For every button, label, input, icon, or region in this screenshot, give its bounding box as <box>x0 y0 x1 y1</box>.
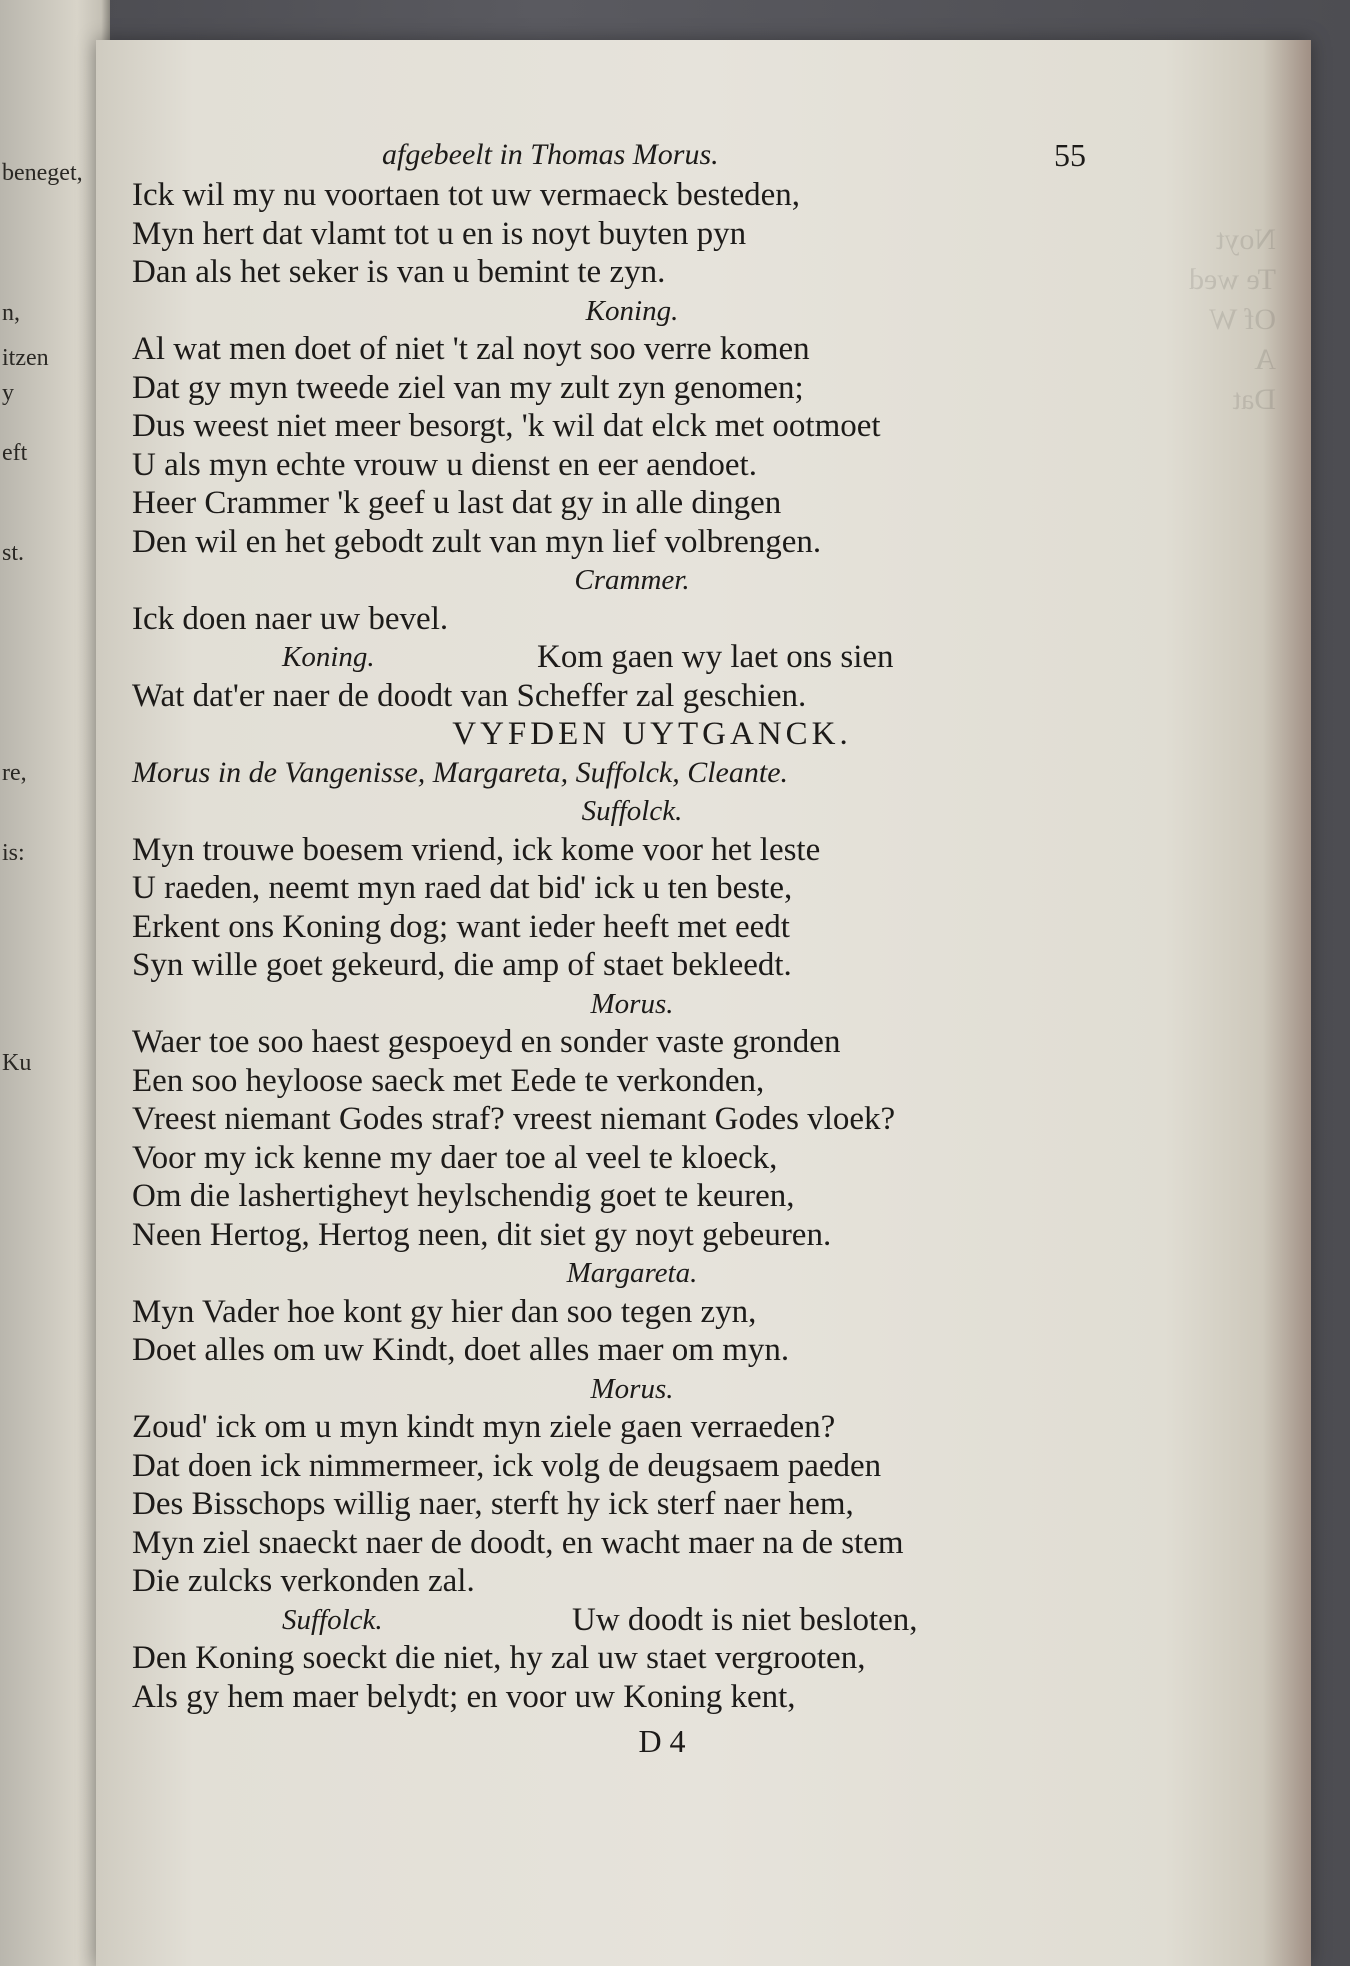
printer-signature: D 4 <box>638 1723 686 1759</box>
verse-line: Myn ziel snaeckt naer de doodt, en wacht maer na de stem <box>132 1524 904 1561</box>
speaker-name: Crammer. <box>574 564 690 596</box>
verse-line: Den wil en het gebodt zult van myn lief volbrengen. <box>132 523 822 560</box>
verse-line: Voor my ick kenne my daer toe al veel te kloeck, <box>132 1139 778 1176</box>
scene-heading: VYFDEN UYTGANCK. <box>452 716 852 752</box>
speaker-name: Suffolck. <box>282 1603 383 1636</box>
verse-line: Kom gaen wy laet ons sien <box>537 639 894 675</box>
page-text-block <box>132 136 1132 1762</box>
speaker-name: Suffolck. <box>581 795 683 827</box>
book-page <box>96 40 1311 1966</box>
page-number: 55 <box>1054 137 1086 173</box>
verse-line: Zoud' ick om u myn kindt myn ziele gaen verraeden? <box>132 1409 836 1445</box>
left-page-fragment: is: <box>2 840 25 866</box>
split-verse-line <box>132 1601 1132 1640</box>
verse-line: U raeden, neemt myn raed dat bid' ick u ten beste, <box>132 870 793 906</box>
verse-line: Syn wille goet gekeurd, die amp of staet bekleedt. <box>132 947 792 983</box>
split-verse-line <box>132 638 1132 677</box>
left-page-fragment: y <box>2 380 14 406</box>
verse-line: Heer Crammer 'k geef u last dat gy in alle dingen <box>132 485 782 521</box>
left-page-fragment: n, <box>2 300 20 326</box>
verse-line: Myn hert dat vlamt tot u en is noyt buyten pyn <box>132 215 747 252</box>
verse-line: U als myn echte vrouw u dienst en eer aendoet. <box>132 446 757 483</box>
verse-line: Dan als het seker is van u bemint te zyn. <box>132 254 666 290</box>
speaker-name: Morus. <box>590 1372 674 1405</box>
left-facing-page <box>0 0 110 1966</box>
verse-line: Een soo heyloose saeck met Eede te verkonden, <box>132 1062 765 1099</box>
verse-line: Erkent ons Koning dog; want ieder heeft met eedt <box>132 908 790 945</box>
verse-line: Dat gy myn tweede ziel van my zult zyn genomen; <box>132 369 804 406</box>
verse-lines <box>132 176 1132 1716</box>
show-through-text: Noyt Te wed Of W A Dat <box>1188 223 1276 416</box>
verse-line: Om die lashertigheyt heylschendig goet te keuren, <box>132 1178 795 1214</box>
verse-line: Uw doodt is niet besloten, <box>572 1601 918 1638</box>
running-header <box>132 136 1132 176</box>
speaker-name: Margareta. <box>566 1257 698 1289</box>
running-head-title: afgebeelt in Thomas Morus. <box>382 138 719 171</box>
left-page-fragment: eft <box>2 440 28 466</box>
left-page-fragment: st. <box>2 540 25 566</box>
verse-line: Doet alles om uw Kindt, doet alles maer om myn. <box>132 1332 790 1368</box>
verse-line: Al wat men doet of niet 't zal noyt soo verre komen <box>132 331 810 367</box>
verse-line: Wat dat'er naer de doodt van Scheffer zal geschien. <box>132 677 807 714</box>
verse-line: Dus weest niet meer besorgt, 'k wil dat elck met ootmoet <box>132 408 881 444</box>
verse-line: Neen Hertog, Hertog neen, dit siet gy noyt gebeuren. <box>132 1216 832 1253</box>
left-page-fragment: itzen <box>2 345 49 371</box>
verse-line: Des Bisschops willig naer, sterft hy ick sterf naer hem, <box>132 1486 854 1522</box>
left-page-fragment: Ku <box>2 1050 32 1076</box>
verse-line: Myn trouwe boesem vriend, ick kome voor het leste <box>132 831 821 868</box>
verse-line: Ick doen naer uw bevel. <box>132 600 449 637</box>
verse-line: Ick wil my nu voortaen tot uw vermaeck besteden, <box>132 177 801 213</box>
verse-line: Dat doen ick nimmermeer, ick volg de deugsaem paeden <box>132 1447 882 1484</box>
cast-list: Morus in de Vangenisse, Margareta, Suffolck, Cleante. <box>132 755 789 789</box>
verse-line: Myn Vader hoe kont gy hier dan soo tegen zyn, <box>132 1293 757 1330</box>
speaker-name: Koning. <box>585 294 679 327</box>
verse-line: Vreest niemant Godes straf? vreest niemant Godes vloek? <box>132 1101 896 1137</box>
left-page-fragment: re, <box>2 760 27 786</box>
verse-line: Waer toe soo haest gespoeyd en sonder vaste gronden <box>132 1024 841 1060</box>
speaker-name: Morus. <box>590 987 674 1020</box>
verse-line: Als gy hem maer belydt; en voor uw Koning kent, <box>132 1678 796 1715</box>
verse-line: Die zulcks verkonden zal. <box>132 1563 475 1599</box>
verse-line: Den Koning soeckt die niet, hy zal uw staet vergrooten, <box>132 1640 866 1676</box>
speaker-name: Koning. <box>282 641 375 673</box>
left-page-fragment: beneget, <box>2 160 83 186</box>
